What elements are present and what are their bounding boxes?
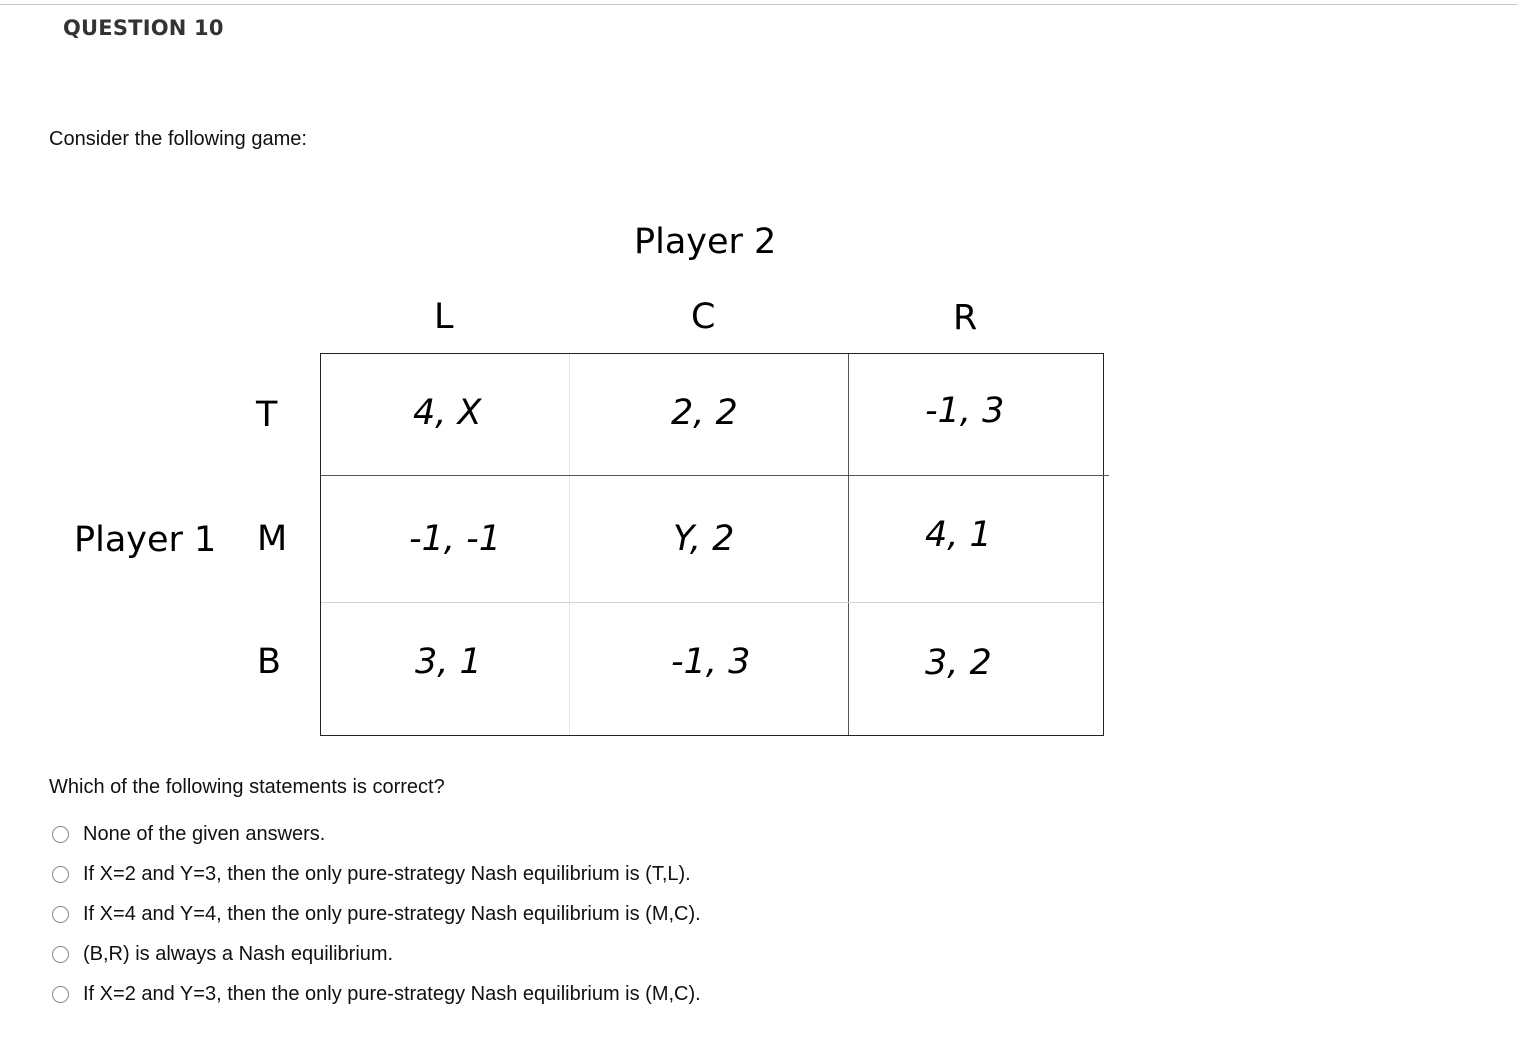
payoff-cell-m-r: 4, 1 bbox=[925, 515, 992, 555]
payoff-cell-t-l: 4, X bbox=[413, 393, 482, 433]
answer-option-5[interactable] bbox=[52, 974, 701, 1014]
question-ask: Which of the following statements is correct? bbox=[49, 776, 445, 798]
grid-divider bbox=[321, 475, 1109, 476]
answer-option-label[interactable]: If X=4 and Y=4, then the only pure-strategy Nash equilibrium is (M,C). bbox=[83, 902, 701, 925]
radio-button[interactable] bbox=[52, 826, 69, 843]
radio-button[interactable] bbox=[52, 986, 69, 1003]
player1-label: Player 1 bbox=[74, 520, 217, 560]
grid-divider bbox=[569, 354, 570, 735]
payoff-cell-m-l: -1, -1 bbox=[409, 519, 502, 559]
top-divider bbox=[0, 4, 1518, 5]
column-label-l: L bbox=[434, 297, 454, 337]
grid-divider bbox=[848, 354, 849, 735]
column-label-r: R bbox=[953, 298, 978, 338]
question-title: QUESTION 10 bbox=[63, 16, 224, 40]
answer-options bbox=[52, 814, 701, 1014]
row-label-b: B bbox=[257, 642, 282, 682]
player2-label: Player 2 bbox=[634, 222, 777, 262]
radio-button[interactable] bbox=[52, 946, 69, 963]
radio-button[interactable] bbox=[52, 866, 69, 883]
payoff-cell-m-c: Y, 2 bbox=[673, 519, 735, 559]
answer-option-label[interactable]: If X=2 and Y=3, then the only pure-strategy Nash equilibrium is (T,L). bbox=[83, 862, 691, 885]
answer-option-label[interactable]: None of the given answers. bbox=[83, 822, 326, 845]
answer-option-4[interactable] bbox=[52, 934, 701, 974]
payoff-cell-b-c: -1, 3 bbox=[671, 642, 751, 682]
answer-option-label[interactable]: If X=2 and Y=3, then the only pure-strategy Nash equilibrium is (M,C). bbox=[83, 982, 701, 1005]
payoff-cell-b-r: 3, 2 bbox=[925, 643, 992, 683]
column-label-c: C bbox=[691, 297, 716, 337]
row-label-m: M bbox=[257, 519, 288, 559]
question-prompt: Consider the following game: bbox=[49, 128, 307, 150]
row-label-t: T bbox=[256, 395, 278, 435]
payoff-cell-t-r: -1, 3 bbox=[925, 391, 1005, 431]
answer-option-label[interactable]: (B,R) is always a Nash equilibrium. bbox=[83, 942, 394, 965]
payoff-matrix bbox=[320, 353, 1104, 736]
answer-option-2[interactable] bbox=[52, 854, 701, 894]
radio-button[interactable] bbox=[52, 906, 69, 923]
grid-divider bbox=[321, 602, 1103, 603]
answer-option-1[interactable] bbox=[52, 814, 701, 854]
answer-option-3[interactable] bbox=[52, 894, 701, 934]
payoff-cell-t-c: 2, 2 bbox=[671, 393, 738, 433]
payoff-cell-b-l: 3, 1 bbox=[415, 642, 482, 682]
